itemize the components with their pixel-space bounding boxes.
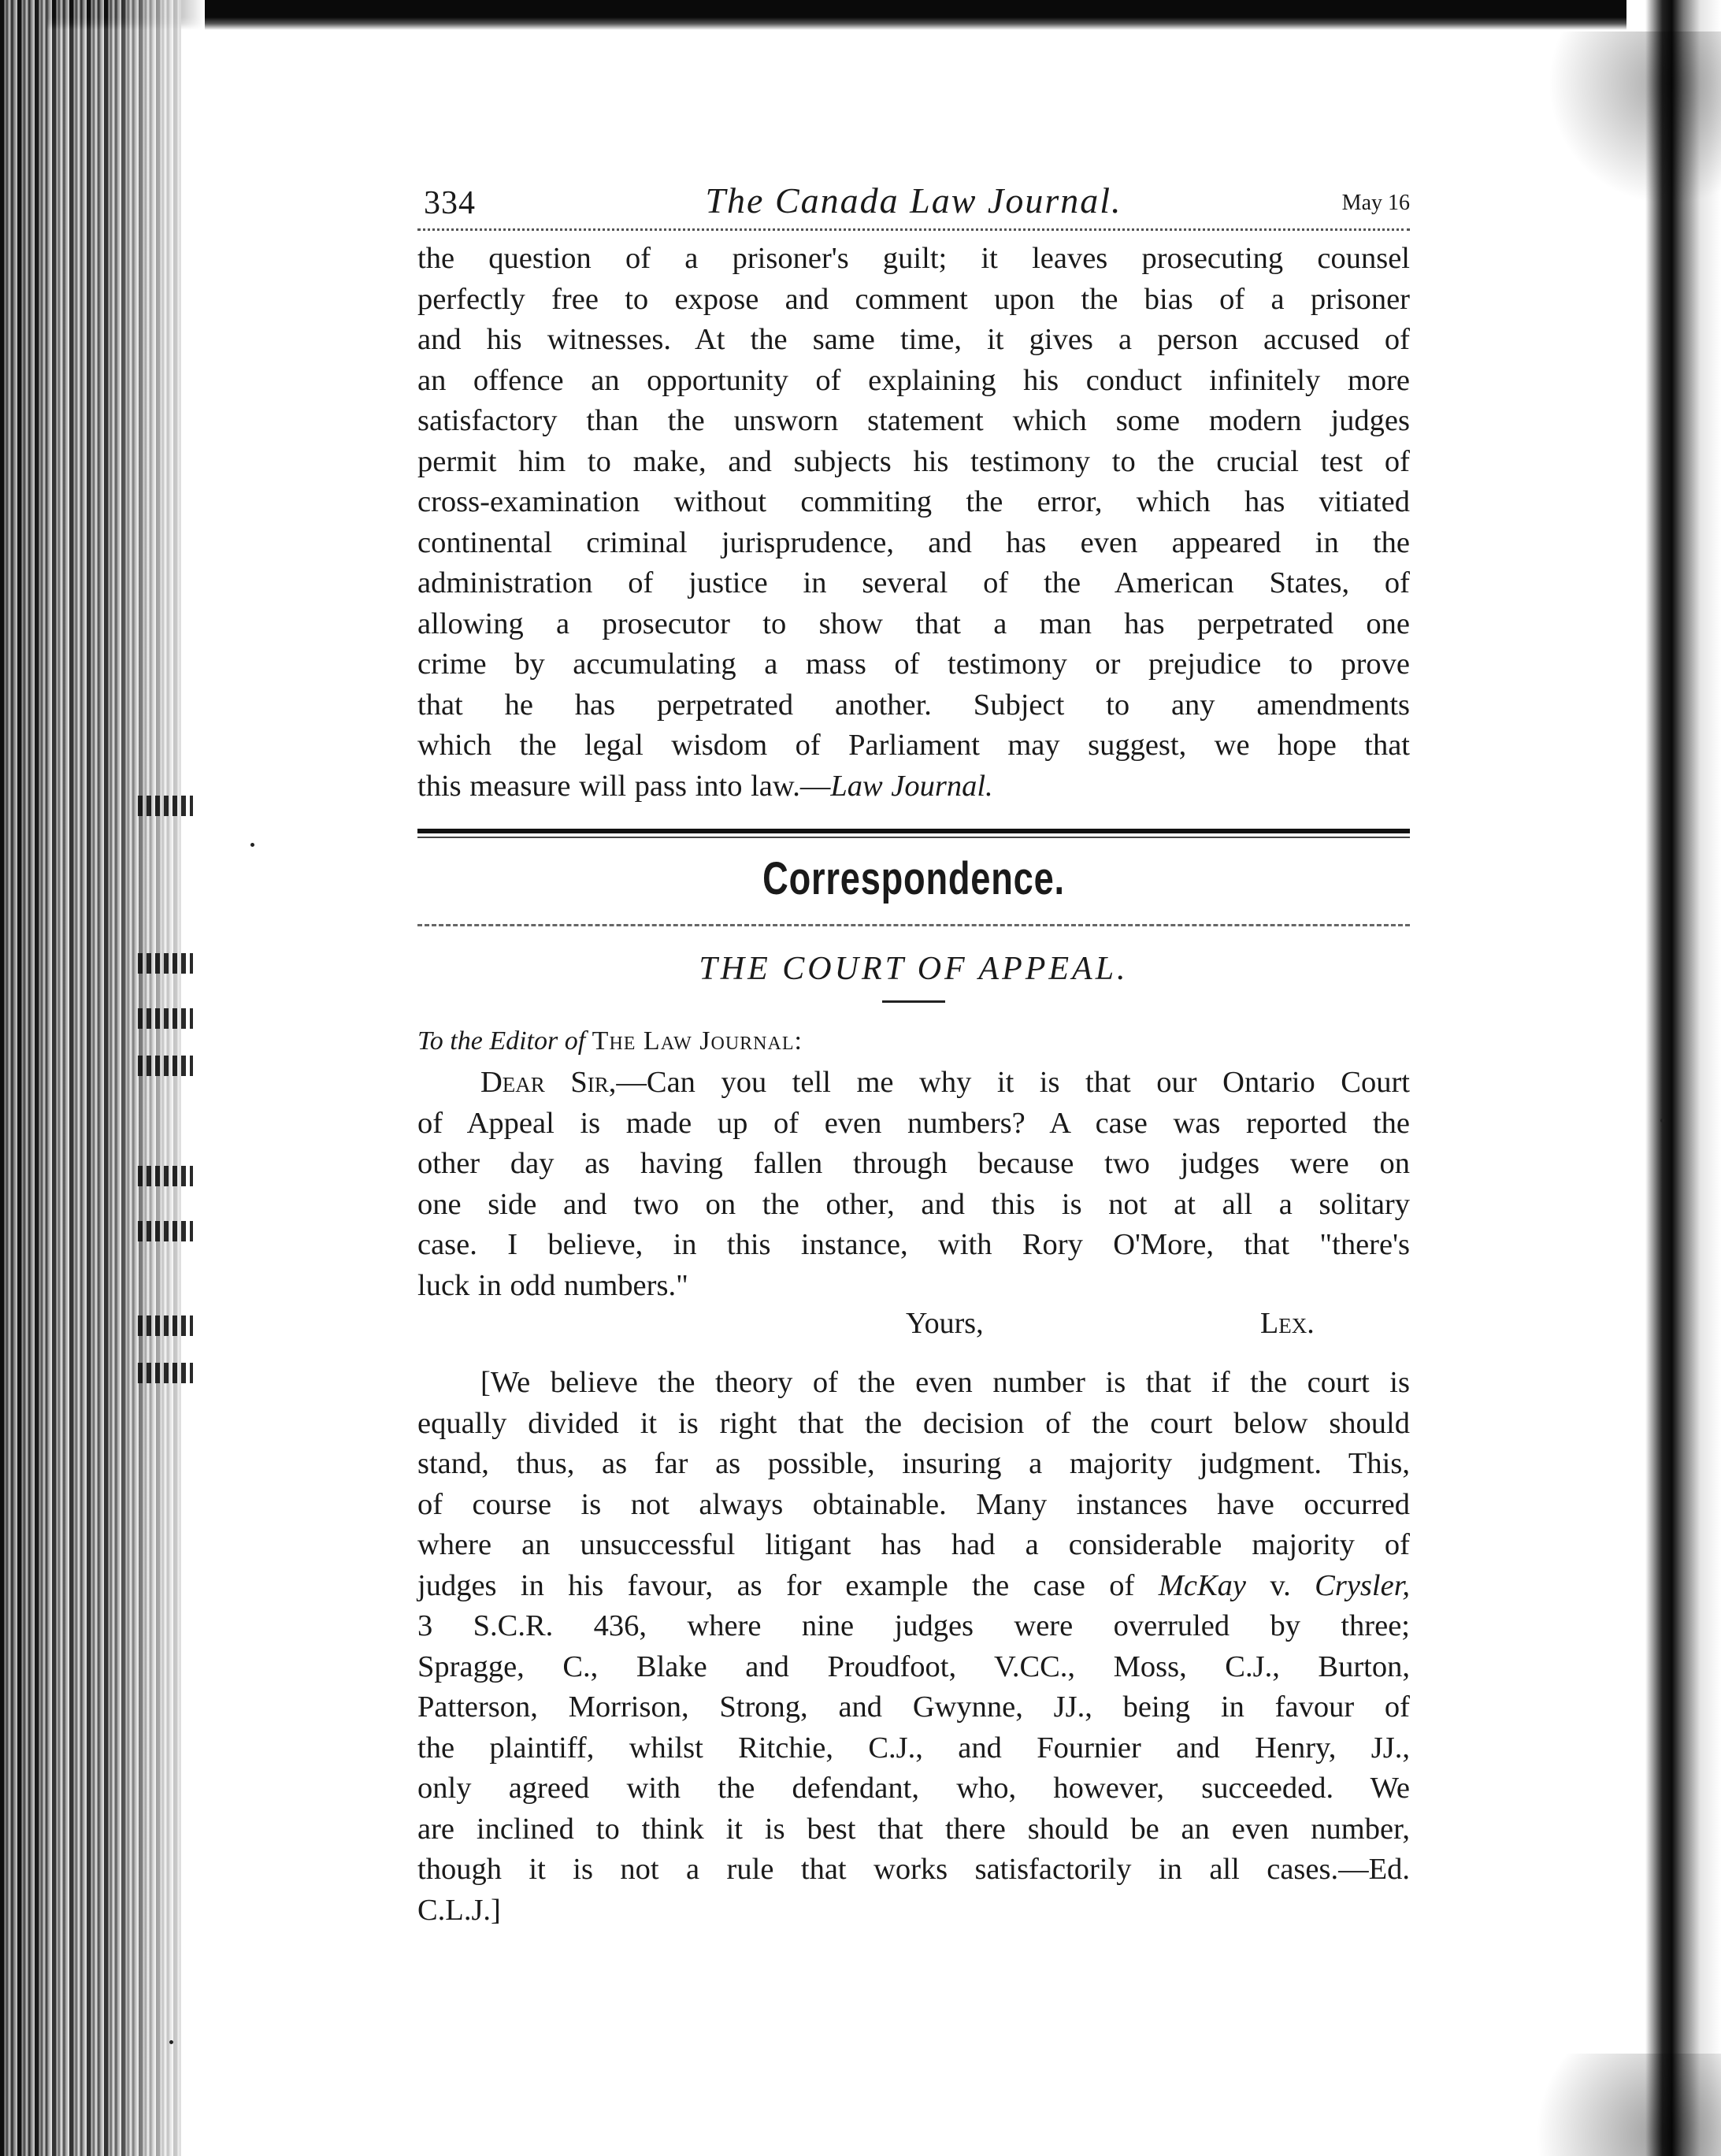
text-line: which the legal wisdom of Parliament may suggest, we hope that (417, 729, 1410, 762)
letter-signoff (417, 1306, 1410, 1345)
text-line: Patterson, Morrison, Strong, and Gwynne, JJ., being in favour of (417, 1690, 1410, 1724)
scan-speck (250, 843, 254, 847)
text-line: satisfactory than the unsworn statement which some modern judges (417, 404, 1410, 437)
text-line: only agreed with the defendant, who, however, succeeded. We (417, 1772, 1410, 1805)
title-rule (882, 1000, 945, 1003)
editor-note (417, 1363, 1410, 1931)
margin-bleed-marks (138, 796, 201, 1410)
text-line: where an unsuccessful litigant has had a considerable majority of (417, 1528, 1410, 1561)
salutation-prefix: To the Editor of (417, 1026, 586, 1056)
text-line: administration of justice in several of the American States, of (417, 566, 1410, 599)
text-line: permit him to make, and subjects his testimony to the crucial test of (417, 444, 1410, 478)
text-line: one side and two on the other, and this is not at all a solitary (417, 1187, 1410, 1221)
text-line (417, 1566, 1410, 1607)
case-defendant: Crysler, (1315, 1568, 1411, 1602)
text-line: though it is not a rule that works satisfactorily in all cases.—Ed. (417, 1853, 1410, 1886)
continued-article-paragraph (417, 239, 1410, 807)
text-line: of course is not always obtainable. Many instances have occurred (417, 1487, 1410, 1521)
scan-speck (169, 2040, 173, 2044)
scan-speck (1660, 1119, 1664, 1123)
letter-salutation (417, 1026, 1410, 1056)
text-line-final: C.L.J.] (417, 1893, 501, 1927)
section-rule-thin (417, 837, 1410, 838)
scan-bottom-speckle (1500, 2054, 1721, 2156)
page-number: 334 (424, 185, 476, 221)
scan-top-edge (0, 0, 1721, 30)
text-line: crime by accumulating a mass of testimony or prejudice to prove (417, 648, 1410, 681)
case-plaintiff: McKay (1158, 1568, 1246, 1602)
text-line: are inclined to think it is best that there should be an even number, (417, 1812, 1410, 1846)
section-rule-thick (417, 829, 1410, 833)
text-line: stand, thus, as far as possible, insuring a majority judgment. This, (417, 1447, 1410, 1480)
running-head (417, 180, 1410, 231)
text-line: an offence an opportunity of explaining his conduct infinitely more (417, 363, 1410, 397)
text-line: allowing a prosecutor to show that a man has perpetrated one (417, 607, 1410, 640)
section-heading: Correspondence. (762, 853, 1065, 904)
letter-body (417, 1063, 1410, 1306)
text-line: Spragge, C., Blake and Proudfoot, V.CC., Moss, C.J., Burton, (417, 1649, 1410, 1683)
text-line (417, 1063, 1410, 1104)
article-source: Law Journal. (830, 769, 993, 803)
text-line: perfectly free to expose and comment upon the bias of a prisoner (417, 282, 1410, 316)
journal-title: The Canada Law Journal. (705, 180, 1122, 221)
text-line-final (417, 766, 1410, 807)
text-line: 3 S.C.R. 436, where nine judges were overruled by three; (417, 1609, 1410, 1642)
text-line: and his witnesses. At the same time, it gives a person accused of (417, 323, 1410, 356)
case-versus: v. (1245, 1568, 1315, 1602)
issue-date: May 16 (1341, 191, 1410, 215)
text-fragment: this measure will pass into law.— (417, 769, 831, 803)
letter-title: THE COURT OF APPEAL. (699, 951, 1129, 987)
text-line: cross-examination without commiting the error, which has vitiated (417, 485, 1410, 518)
text-line: the plaintiff, whilst Ritchie, C.J., and Fournier and Henry, JJ., (417, 1731, 1410, 1765)
letter-signature: Lex. (1260, 1307, 1315, 1340)
salutation-publication: The Law Journal: (592, 1026, 803, 1056)
text-line-final: luck in odd numbers." (417, 1268, 688, 1302)
section-rule-dashed (417, 924, 1410, 926)
text-line: [We believe the theory of the even number is that if the court is (480, 1366, 1410, 1399)
text-line: other day as having fallen through because two judges were on (417, 1147, 1410, 1180)
text-line: continental criminal jurisprudence, and has even appeared in the (417, 525, 1410, 559)
scan-corner-speckle (1548, 32, 1721, 205)
letter-greeting: Dear Sir, (480, 1066, 617, 1099)
page-content (417, 180, 1410, 1931)
text-line: the question of a prisoner's guilt; it leaves prosecuting counsel (417, 242, 1410, 275)
text-fragment: —Can you tell me why it is that our Ontario Court (616, 1066, 1410, 1099)
letter-closing: Yours, (906, 1307, 984, 1340)
scan-right-edge (1626, 0, 1721, 2156)
text-line: equally divided it is right that the decision of the court below should (417, 1406, 1410, 1440)
text-line: case. I believe, in this instance, with Rory O'More, that "there's (417, 1228, 1410, 1261)
text-line: that he has perpetrated another. Subject to any amendments (417, 688, 1410, 722)
text-fragment: judges in his favour, as for example the case of (417, 1568, 1135, 1602)
text-line: of Appeal is made up of even numbers? A case was reported the (417, 1106, 1410, 1140)
